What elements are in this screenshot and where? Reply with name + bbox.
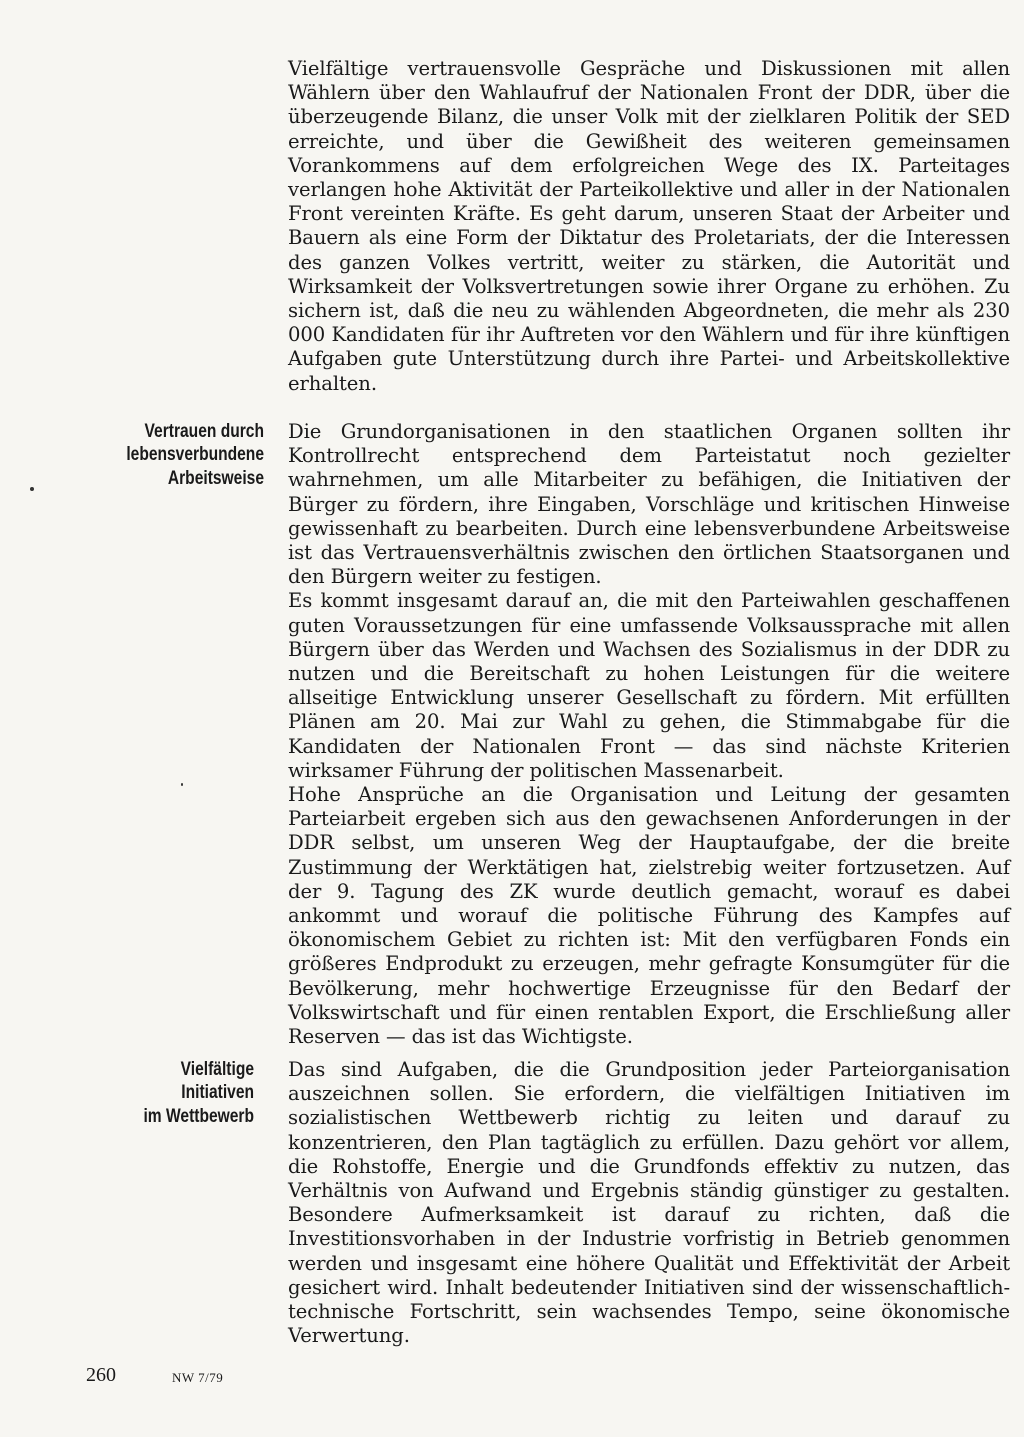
- section-initiativen: [288, 1058, 1010, 1348]
- side-heading-initiativen: [74, 1058, 254, 1128]
- paragraph-wahlaufruf: [288, 57, 1010, 396]
- side-heading-line: Initiativen: [181, 1082, 254, 1104]
- print-speck: [30, 487, 34, 491]
- page-number: 260: [86, 1364, 116, 1386]
- paragraph-volksaussprache: Es kommt insgesamt darauf an, die mit den Parteiwahlen geschaffenen guten Voraussetzungen für eine umfassende Volksaussprache mit allen Bürgern über das Werden und Wachsen des Sozialismus in der DDR zu nutzen und die Bereitschaft zu hohen Leistungen für die weitere allseitige Entwicklung unserer Gesellschaft zu fördern. Mit erfüllten Plänen am 20. Mai zur Wahl zu gehen, die Stimmabgabe für die Kandidaten der Nationalen Front — das sind nächste Kriterien wirksamer Führung der politischen Massenarbeit.: [288, 589, 1010, 782]
- section-vertrauen: [288, 420, 1010, 1049]
- side-heading-line: lebensverbundene: [126, 444, 264, 466]
- paragraph-grundorganisationen: Die Grundorganisationen in den staatlichen Organen sollten ihr Kontrollrecht entsprechend dem Parteistatut noch gezielter wahrnehmen, um alle Mitarbeiter zu befähigen, die Initiativen der Bürger zu fördern, ihre Eingaben, Vorschläge und kritischen Hinweise gewissenhaft zu bearbeiten. Durch eine lebensverbundene Arbeitsweise ist das Vertrauensverhältnis zwischen den örtlichen Staatsorganen und den Bürgern weiter zu festigen.: [288, 420, 1010, 589]
- paragraph-parteiarbeit: Hohe Ansprüche an die Organisation und Leitung der gesamten Parteiarbeit ergeben sich aus den gewachsenen Anforderungen in der DDR selbst, um unseren Weg der Hauptaufgabe, der die breite Zustimmung der Werktätigen hat, zielstrebig weiter fortzusetzen. Auf der 9. Tagung des ZK wurde deutlich gemacht, worauf es dabei ankommt und worauf die politische Führung des Kampfes auf ökonomischem Gebiet zu richten ist: Mit den verfügbaren Fonds ein größeres Endprodukt zu erzeugen, mehr gefragte Konsumgüter für die Bevölkerung, mehr hochwertige Erzeugnisse für den Bedarf der Volkswirtschaft und für einen rentablen Export, die Erschließung aller Reserven — das ist das Wichtigste.: [288, 783, 1010, 1049]
- side-heading-line: im Wettbewerb: [143, 1105, 254, 1127]
- side-heading-line: Vertrauen durch: [144, 421, 264, 442]
- side-heading-vertrauen: [84, 420, 264, 490]
- journal-reference: NW 7/79: [172, 1370, 224, 1385]
- side-heading-line: Arbeitsweise: [167, 467, 264, 489]
- print-speck: [181, 783, 183, 786]
- paragraph-aufgaben: Das sind Aufgaben, die die Grundposition jeder Parteiorganisation auszeichnen sollen. Sie erfordern, die vielfältigen Initiativen im sozialistischen Wettbewerb richtig zu leiten und darauf zu konzentrieren, den Plan tagtäglich zu erfüllen. Dazu gehört vor allem, die Rohstoffe, Energie und die Grundfonds effektiv zu nutzen, das Verhältnis von Aufwand und Ergebnis ständig günstiger zu gestalten. Besondere Aufmerksamkeit ist darauf zu richten, daß die Investitionsvorhaben in der Industrie vorfristig in Betrieb genommen werden und insgesamt eine höhere Qualität und Effektivität der Arbeit gesichert wird. Inhalt bedeutender Initiativen sind der wissenschaftlich-technische Fortschritt, sein wachsendes Tempo, seine ökonomische Verwertung.: [288, 1058, 1010, 1348]
- paragraph-text: Vielfältige vertrauensvolle Gespräche und Diskussionen mit allen Wählern über den Wahlaufruf der Nationalen Front der DDR, über die überzeugende Bilanz, die unser Volk mit der zielklaren Politik der SED erreichte, und über die Gewißheit des weiteren gemeinsamen Vorankommens auf dem erfolgreichen Wege des IX. Parteitages verlangen hohe Aktivität der Parteikollektive und aller in der Nationalen Front vereinten Kräfte. Es geht darum, unseren Staat der Arbeiter und Bauern als eine Form der Diktatur des Proletariats, der die Interessen des ganzen Volkes vertritt, weiter zu stärken, die Autorität und Wirksamkeit der Volksvertretungen sowie ihrer Organe zu erhöhen. Zu sichern ist, daß die neu zu wählenden Abgeordneten, die mehr als 230 000 Kandidaten für ihr Auftreten vor den Wählern und für ihre künftigen Aufgaben gute Unterstützung durch ihre Partei- und Arbeitskollektive erhalten.: [288, 57, 1010, 395]
- side-heading-line: Vielfältige: [180, 1059, 254, 1080]
